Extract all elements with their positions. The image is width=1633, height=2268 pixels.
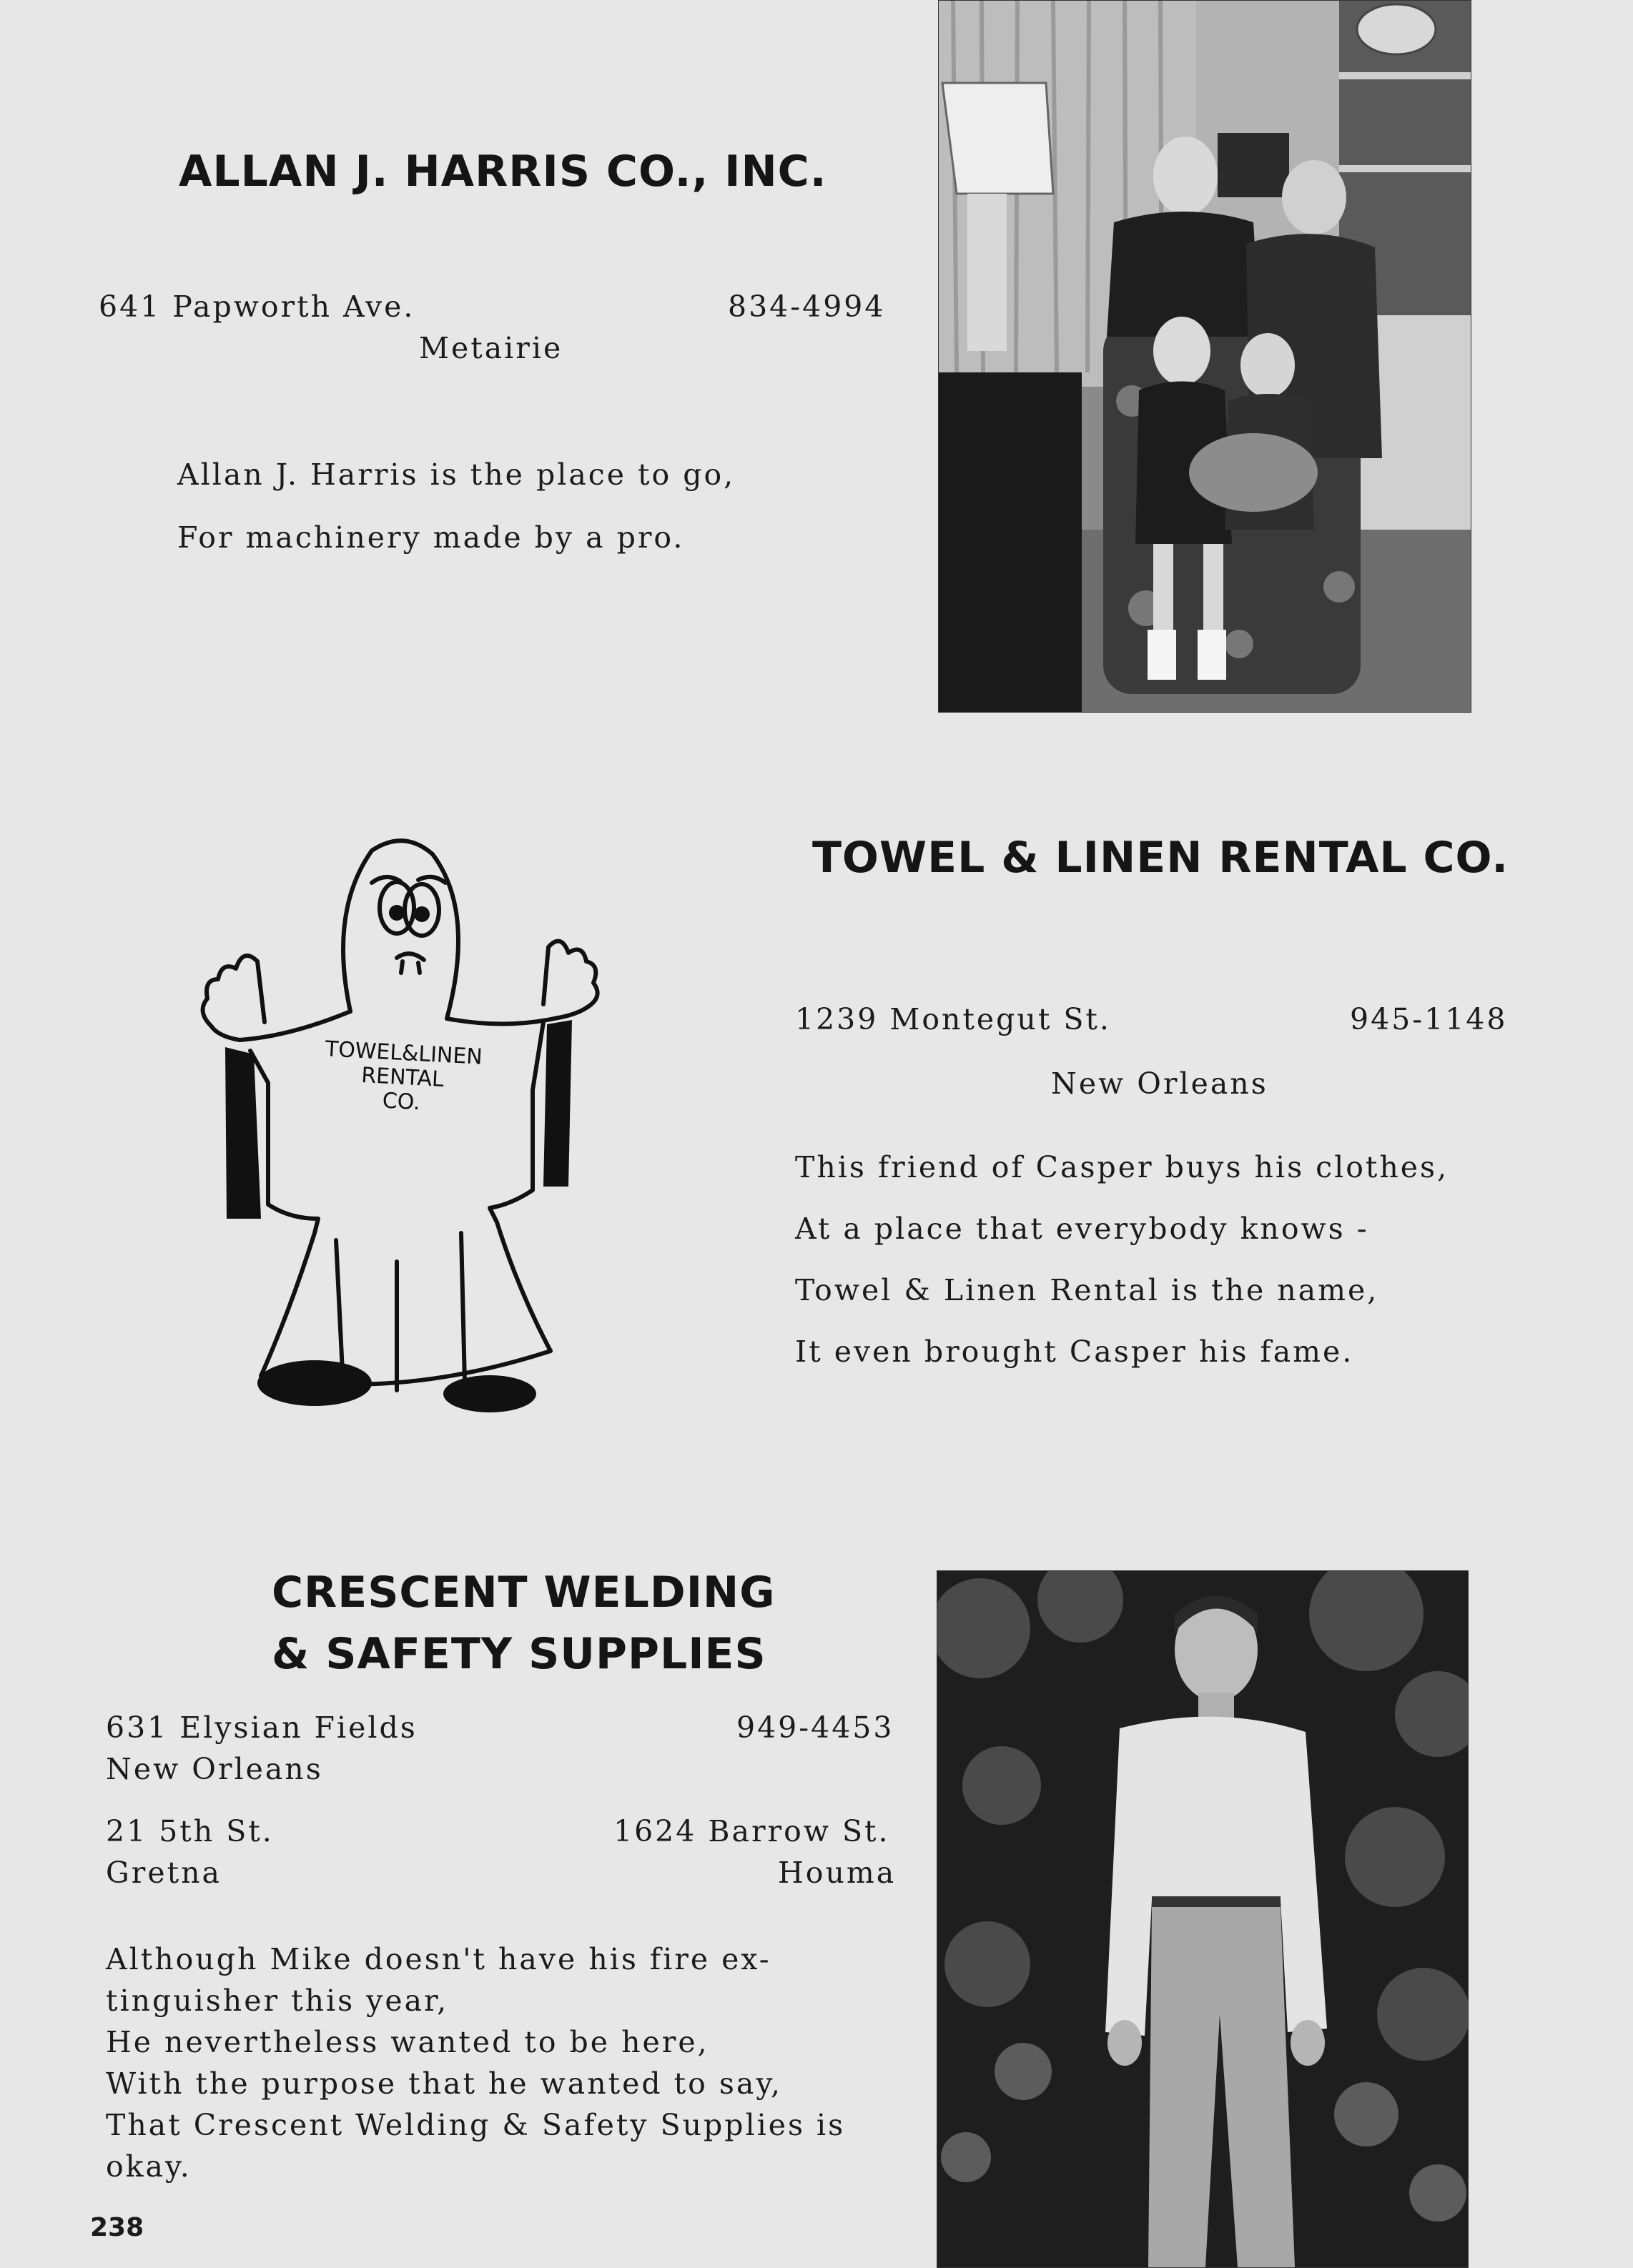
crescent-address-2: 21 5th St. [106, 1814, 274, 1848]
page-number: 238 [90, 2213, 144, 2242]
crescent-address-3: 1624 Barrow St. [613, 1814, 890, 1848]
crescent-welding-heading [272, 1562, 776, 1685]
mascot-shirt-line: RENTAL [360, 1063, 445, 1092]
crescent-city-2: Gretna [106, 1856, 222, 1890]
crescent-city-3: Houma [778, 1856, 897, 1890]
verse-line: For machinery made by a pro. [177, 520, 685, 555]
verse-line: At a place that everybody knows - [795, 1212, 1369, 1246]
allan-harris-phone: 834-4994 [728, 289, 886, 324]
verse-line: It even brought Casper his fame. [795, 1334, 1354, 1369]
mascot-shirt-text [308, 1036, 498, 1119]
allan-harris-heading: ALLAN J. HARRIS CO., INC. [179, 147, 827, 197]
heading-line: CRESCENT WELDING [272, 1568, 776, 1618]
allan-harris-city: Metairie [419, 331, 563, 365]
mascot-shirt-line: CO. [381, 1088, 421, 1116]
verse-line: tinguisher this year, [106, 1984, 449, 2018]
verse-line: This friend of Casper buys his clothes, [795, 1150, 1449, 1184]
towel-linen-city: New Orleans [1051, 1066, 1268, 1101]
man-standing-photo [937, 1570, 1469, 2268]
verse-line: With the purpose that he wanted to say, [106, 2066, 783, 2101]
towel-linen-phone: 945-1148 [1350, 1002, 1508, 1036]
crescent-phone: 949-4453 [736, 1710, 894, 1745]
heading-line: & SAFETY SUPPLIES [272, 1629, 766, 1679]
allan-harris-address: 641 Papworth Ave. [99, 289, 415, 324]
towel-linen-heading: TOWEL & LINEN RENTAL CO. [812, 833, 1509, 883]
crescent-verse [106, 1938, 845, 2187]
verse-line: okay. [106, 2149, 192, 2184]
verse-line: He nevertheless wanted to be here, [106, 2025, 709, 2059]
crescent-address-1: 631 Elysian Fields [106, 1710, 418, 1745]
verse-line: Towel & Linen Rental is the name, [795, 1273, 1379, 1307]
towel-linen-address: 1239 Montegut St. [795, 1002, 1111, 1036]
ghost-mascot-illustration [182, 833, 626, 1422]
verse-line: Allan J. Harris is the place to go, [177, 457, 736, 492]
mascot-shirt-line: TOWEL&LINEN [324, 1036, 483, 1070]
towel-linen-verse [795, 1137, 1449, 1382]
crescent-city-1: New Orleans [106, 1752, 323, 1786]
verse-line: Although Mike doesn't have his fire ex- [106, 1942, 771, 1976]
verse-line: That Crescent Welding & Safety Supplies is [106, 2108, 846, 2142]
family-photo [938, 0, 1471, 713]
allan-harris-verse [177, 443, 735, 569]
